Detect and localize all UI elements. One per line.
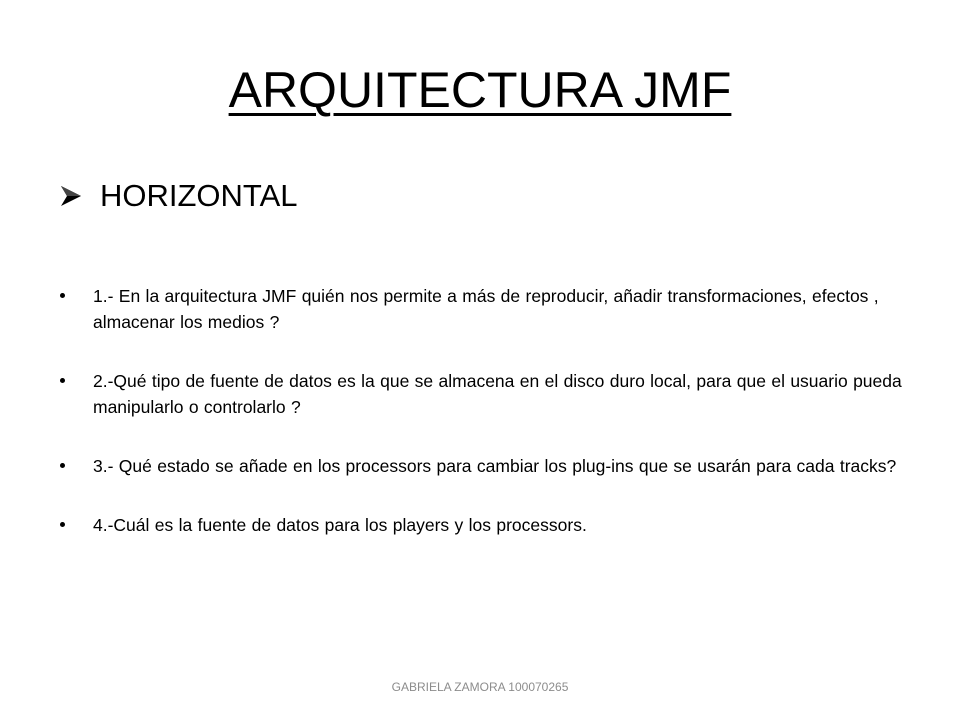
section-heading (58, 176, 298, 216)
question-text: 1.- En la arquitectura JMF quién nos permite a más de reproducir, añadir transformaciones, efectos , almacenar los medios ? (93, 286, 879, 332)
question-text: 4.-Cuál es la fuente de datos para los players y los processors. (93, 515, 587, 535)
question-item-2 (60, 368, 905, 420)
slide-title-text: ARQUITECTURA JMF (228, 62, 732, 118)
question-item-4 (60, 512, 905, 538)
question-item-3 (60, 453, 905, 479)
slide-footer: GABRIELA ZAMORA 100070265 (391, 680, 569, 694)
arrow-right-bullet-icon (58, 183, 84, 209)
question-item-1 (60, 283, 905, 335)
bullet-dot-icon (60, 463, 65, 468)
question-list (60, 283, 905, 571)
section-heading-text: HORIZONTAL (100, 178, 298, 213)
question-text: 3.- Qué estado se añade en los processors para cambiar los plug-ins que se usarán para cada tracks? (93, 456, 897, 476)
bullet-dot-icon (60, 522, 65, 527)
bullet-dot-icon (60, 378, 65, 383)
slide-title (0, 58, 960, 122)
bullet-dot-icon (60, 293, 65, 298)
question-text: 2.-Qué tipo de fuente de datos es la que se almacena en el disco duro local, para que el usuario pueda manipularlo o controlarlo ? (93, 371, 902, 417)
